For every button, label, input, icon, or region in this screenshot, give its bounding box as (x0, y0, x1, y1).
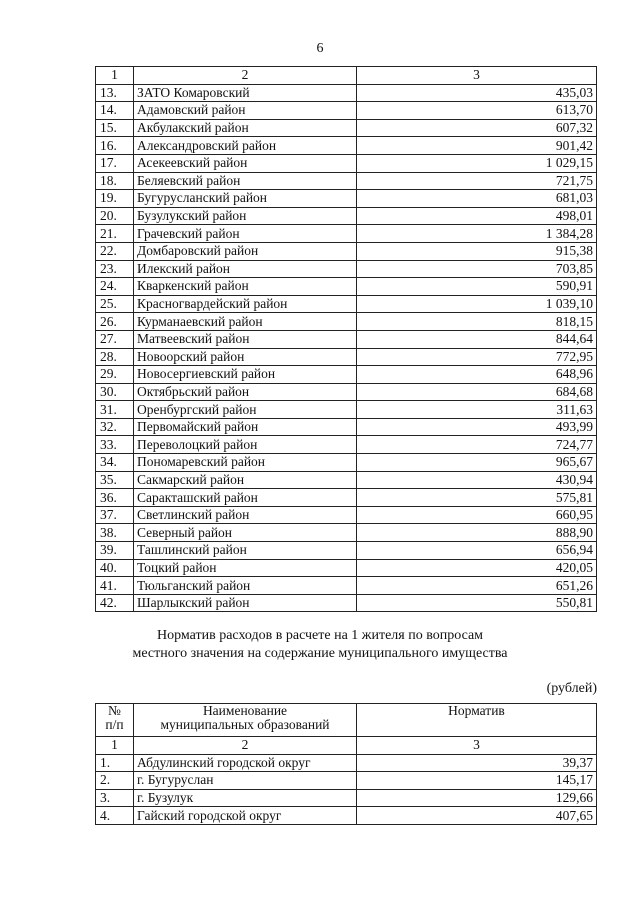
norm-value: 818,15 (357, 313, 597, 331)
norm-value: 660,95 (357, 506, 597, 524)
municipality-name: Октябрьский район (134, 383, 357, 401)
norm-value: 420,05 (357, 559, 597, 577)
table-row (96, 154, 597, 172)
row-number: 32. (96, 418, 134, 436)
table-row (96, 102, 597, 120)
norm-value: 613,70 (357, 102, 597, 120)
header-municipality-name-line-2: муниципальных образований (160, 717, 330, 732)
table-row (96, 383, 597, 401)
table-row (96, 225, 597, 243)
municipality-name: г. Бугуруслан (134, 772, 357, 790)
norm-value: 844,64 (357, 330, 597, 348)
table-row (96, 789, 597, 807)
row-number: 21. (96, 225, 134, 243)
municipality-name: Сакмарский район (134, 471, 357, 489)
table-row (96, 754, 597, 772)
norm-value: 724,77 (357, 436, 597, 454)
municipality-name: Северный район (134, 524, 357, 542)
municipality-name: Новоорский район (134, 348, 357, 366)
table-row (96, 137, 597, 155)
column-number-3: 3 (357, 67, 597, 85)
norm-value: 888,90 (357, 524, 597, 542)
norm-value: 681,03 (357, 190, 597, 208)
table-row (96, 506, 597, 524)
row-number: 20. (96, 207, 134, 225)
norm-value: 651,26 (357, 577, 597, 595)
norm-value: 435,03 (357, 84, 597, 102)
norm-value: 550,81 (357, 594, 597, 612)
property-norms-table (95, 703, 597, 825)
municipality-name: Матвеевский район (134, 330, 357, 348)
municipality-name: Красногвардейский район (134, 295, 357, 313)
municipality-name: Пономаревский район (134, 454, 357, 472)
table-row (96, 524, 597, 542)
municipality-name: Домбаровский район (134, 242, 357, 260)
header-municipality-name (134, 704, 357, 737)
norm-value: 772,95 (357, 348, 597, 366)
municipality-name: Грачевский район (134, 225, 357, 243)
section-title-line-2: местного значения на содержание муниципального имущества (132, 646, 508, 661)
municipality-name: Тюльганский район (134, 577, 357, 595)
row-number: 31. (96, 401, 134, 419)
column-number-3: 3 (357, 737, 597, 755)
norm-value: 965,67 (357, 454, 597, 472)
row-number: 30. (96, 383, 134, 401)
table-row (96, 207, 597, 225)
municipality-name: Новосергиевский район (134, 366, 357, 384)
row-number: 23. (96, 260, 134, 278)
unit-label: (рублей) (546, 681, 597, 696)
row-number: 33. (96, 436, 134, 454)
municipality-name: Светлинский район (134, 506, 357, 524)
page-number: 6 (316, 41, 324, 56)
table-row (96, 348, 597, 366)
municipality-name: Тоцкий район (134, 559, 357, 577)
property-norms-table-body (96, 704, 597, 825)
header-row-number-line-2: п/п (105, 717, 124, 732)
municipality-name: Переволоцкий район (134, 436, 357, 454)
table-row (96, 242, 597, 260)
norm-value: 703,85 (357, 260, 597, 278)
row-number: 4. (96, 807, 134, 825)
norm-value: 915,38 (357, 242, 597, 260)
column-number-1: 1 (96, 67, 134, 85)
section-title-line-1: Норматив расходов в расчете на 1 жителя по вопросам (156, 628, 484, 643)
norm-value: 684,68 (357, 383, 597, 401)
norm-value: 1 029,15 (357, 154, 597, 172)
norm-value: 498,01 (357, 207, 597, 225)
municipality-name: Гайский городской округ (134, 807, 357, 825)
norm-value: 407,65 (357, 807, 597, 825)
table-row (96, 401, 597, 419)
municipality-name: Курманаевский район (134, 313, 357, 331)
table-row (96, 260, 597, 278)
municipality-name: Шарлыкский район (134, 594, 357, 612)
column-numbering-row (96, 737, 597, 755)
table-row (96, 489, 597, 507)
table-row (96, 436, 597, 454)
row-number: 15. (96, 119, 134, 137)
row-number: 40. (96, 559, 134, 577)
table-row (96, 313, 597, 331)
row-number: 34. (96, 454, 134, 472)
row-number: 14. (96, 102, 134, 120)
table-row (96, 542, 597, 560)
header-municipality-name-line-1: Наименование (202, 703, 288, 718)
header-row-number (96, 704, 134, 737)
municipality-name: Адамовский район (134, 102, 357, 120)
table-row (96, 594, 597, 612)
table-row (96, 807, 597, 825)
row-number: 17. (96, 154, 134, 172)
norm-value: 575,81 (357, 489, 597, 507)
row-number: 25. (96, 295, 134, 313)
header-norm: Норматив (357, 704, 597, 737)
norm-value: 1 384,28 (357, 225, 597, 243)
row-number: 2. (96, 772, 134, 790)
row-number: 42. (96, 594, 134, 612)
row-number: 41. (96, 577, 134, 595)
table-row (96, 471, 597, 489)
row-number: 28. (96, 348, 134, 366)
municipality-name: Бугурусланский район (134, 190, 357, 208)
norm-value: 430,94 (357, 471, 597, 489)
row-number: 16. (96, 137, 134, 155)
norms-table-body (96, 67, 597, 612)
norm-value: 590,91 (357, 278, 597, 296)
row-number: 37. (96, 506, 134, 524)
norm-value: 901,42 (357, 137, 597, 155)
municipality-name: Асекеевский район (134, 154, 357, 172)
table-row (96, 190, 597, 208)
row-number: 35. (96, 471, 134, 489)
norm-value: 607,32 (357, 119, 597, 137)
table-row (96, 84, 597, 102)
norm-value: 656,94 (357, 542, 597, 560)
table-row (96, 278, 597, 296)
municipality-name: Первомайский район (134, 418, 357, 436)
table-header-row (96, 704, 597, 737)
municipality-name: Саракташский район (134, 489, 357, 507)
table-row (96, 172, 597, 190)
municipality-name: Илекский район (134, 260, 357, 278)
norm-value: 1 039,10 (357, 295, 597, 313)
municipality-name: г. Бузулук (134, 789, 357, 807)
table-row (96, 577, 597, 595)
table-row (96, 772, 597, 790)
norms-table-continued (95, 66, 597, 612)
table-row (96, 454, 597, 472)
municipality-name: ЗАТО Комаровский (134, 84, 357, 102)
header-row-number-line-1: № (108, 703, 121, 718)
table-row (96, 366, 597, 384)
norm-value: 145,17 (357, 772, 597, 790)
table-row (96, 418, 597, 436)
section-title (0, 627, 640, 663)
municipality-name: Оренбургский район (134, 401, 357, 419)
table-row (96, 119, 597, 137)
municipality-name: Ташлинский район (134, 542, 357, 560)
column-number-2: 2 (134, 737, 357, 755)
norm-value: 721,75 (357, 172, 597, 190)
row-number: 19. (96, 190, 134, 208)
municipality-name: Беляевский район (134, 172, 357, 190)
municipality-name: Абдулинский городской округ (134, 754, 357, 772)
norm-value: 311,63 (357, 401, 597, 419)
table-row (96, 330, 597, 348)
row-number: 38. (96, 524, 134, 542)
row-number: 24. (96, 278, 134, 296)
row-number: 18. (96, 172, 134, 190)
row-number: 29. (96, 366, 134, 384)
row-number: 27. (96, 330, 134, 348)
column-number-1: 1 (96, 737, 134, 755)
table-row (96, 295, 597, 313)
row-number: 22. (96, 242, 134, 260)
table-row (96, 559, 597, 577)
municipality-name: Бузулукский район (134, 207, 357, 225)
municipality-name: Акбулакский район (134, 119, 357, 137)
row-number: 39. (96, 542, 134, 560)
row-number: 1. (96, 754, 134, 772)
column-numbering-row (96, 67, 597, 85)
norm-value: 39,37 (357, 754, 597, 772)
row-number: 36. (96, 489, 134, 507)
row-number: 26. (96, 313, 134, 331)
municipality-name: Александровский район (134, 137, 357, 155)
row-number: 13. (96, 84, 134, 102)
column-number-2: 2 (134, 67, 357, 85)
municipality-name: Кваркенский район (134, 278, 357, 296)
row-number: 3. (96, 789, 134, 807)
norm-value: 493,99 (357, 418, 597, 436)
norm-value: 648,96 (357, 366, 597, 384)
norm-value: 129,66 (357, 789, 597, 807)
